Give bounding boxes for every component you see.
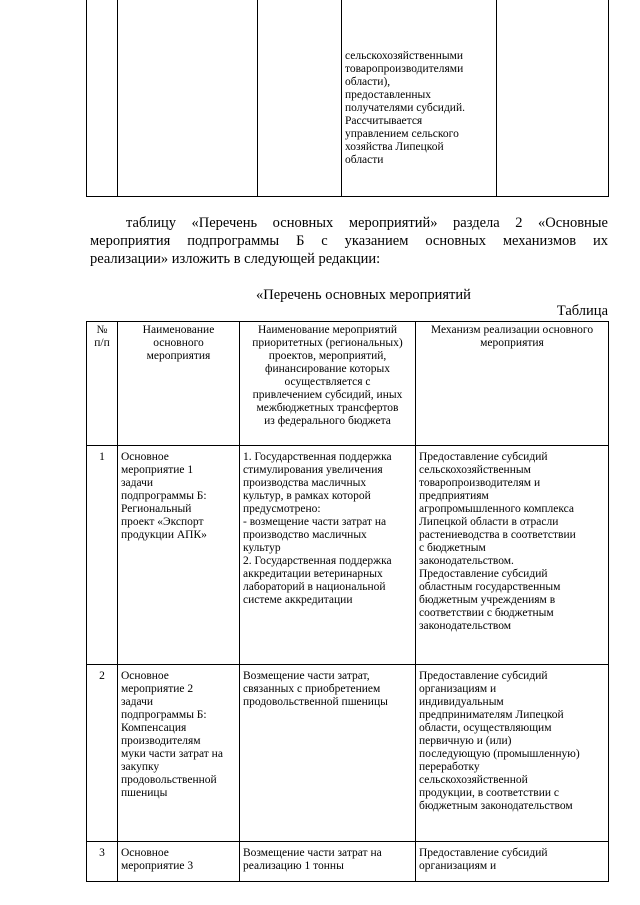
top-table-cell-1	[87, 0, 118, 196]
main-activities-table	[86, 321, 609, 882]
table-header-row	[87, 322, 609, 446]
row-mechanism: Предоставление субсидий организациям и индивидуальным предпринимателям Липецкой области, осуществляющим первичную и (или) последующую (промышленную) переработку сельскохозяйственной продукции, в соответствии с бюджетным законодательством	[416, 665, 609, 842]
row-mechanism: Предоставление субсидий сельскохозяйственным товаропроизводителям и предприятиям агропромышленного комплекса Липецкой области в отрасли растениеводства в соответствии с бюджетным законодательством. Предоставление субсидий областным государственным бюджетным учреждениям в соответствии с бюджетным законодательством	[416, 446, 609, 665]
table-row	[87, 842, 609, 882]
top-table-continuation	[86, 0, 609, 197]
row-projects: 1. Государственная поддержка стимулирования увеличения производства масличных культур, в рамках которой предусмотрено: - возмещение части затрат на производство масличных культур 2. Государственная поддержка аккредитации ветеринарных лабораторий в национальной системе аккредитации	[240, 446, 416, 665]
top-table-cell-2	[118, 0, 258, 196]
header-projects: Наименование мероприятий приоритетных (региональных) проектов, мероприятий, финансирование которых осуществляется с привлечением субсидий, иных межбюджетных трансфертов из федерального бюджета	[240, 322, 416, 446]
row-num: 3	[87, 842, 118, 882]
row-projects: Возмещение части затрат на реализацию 1 тонны	[240, 842, 416, 882]
row-name: Основное мероприятие 2 задачи подпрограммы Б: Компенсация производителям муки части затрат на закупку продовольственной пшеницы	[118, 665, 240, 842]
paragraph-line-3: реализации» изложить в следующей редакции:	[90, 251, 381, 267]
row-mechanism: Предоставление субсидий организациям и	[416, 842, 609, 882]
table-row	[87, 446, 609, 665]
row-name: Основное мероприятие 3	[118, 842, 240, 882]
header-name: Наименование основного мероприятия	[118, 322, 240, 446]
header-num: № п/п	[87, 322, 118, 446]
top-table-cell-4: сельскохозяйственными товаропроизводителями области), предоставленных получателями субсидий. Рассчитывается управлением сельского хозяйства Липецкой области	[342, 0, 497, 196]
paragraph-line-2: мероприятия подпрограммы Б с указанием основных механизмов их	[90, 233, 608, 249]
row-name: Основное мероприятие 1 задачи подпрограммы Б: Региональный проект «Экспорт продукции АПК»	[118, 446, 240, 665]
row-num: 2	[87, 665, 118, 842]
paragraph-line-1: таблицу «Перечень основных мероприятий» раздела 2 «Основные	[126, 215, 608, 231]
top-table-cell-3	[258, 0, 342, 196]
table-title: «Перечень основных мероприятий	[256, 287, 471, 303]
row-num: 1	[87, 446, 118, 665]
header-mechanism: Механизм реализации основного мероприятия	[416, 322, 609, 446]
top-table-cell-5	[497, 0, 609, 196]
row-projects: Возмещение части затрат, связанных с приобретением продовольственной пшеницы	[240, 665, 416, 842]
table-label: Таблица	[556, 303, 608, 319]
amendment-paragraph	[90, 214, 608, 268]
table-row	[87, 665, 609, 842]
